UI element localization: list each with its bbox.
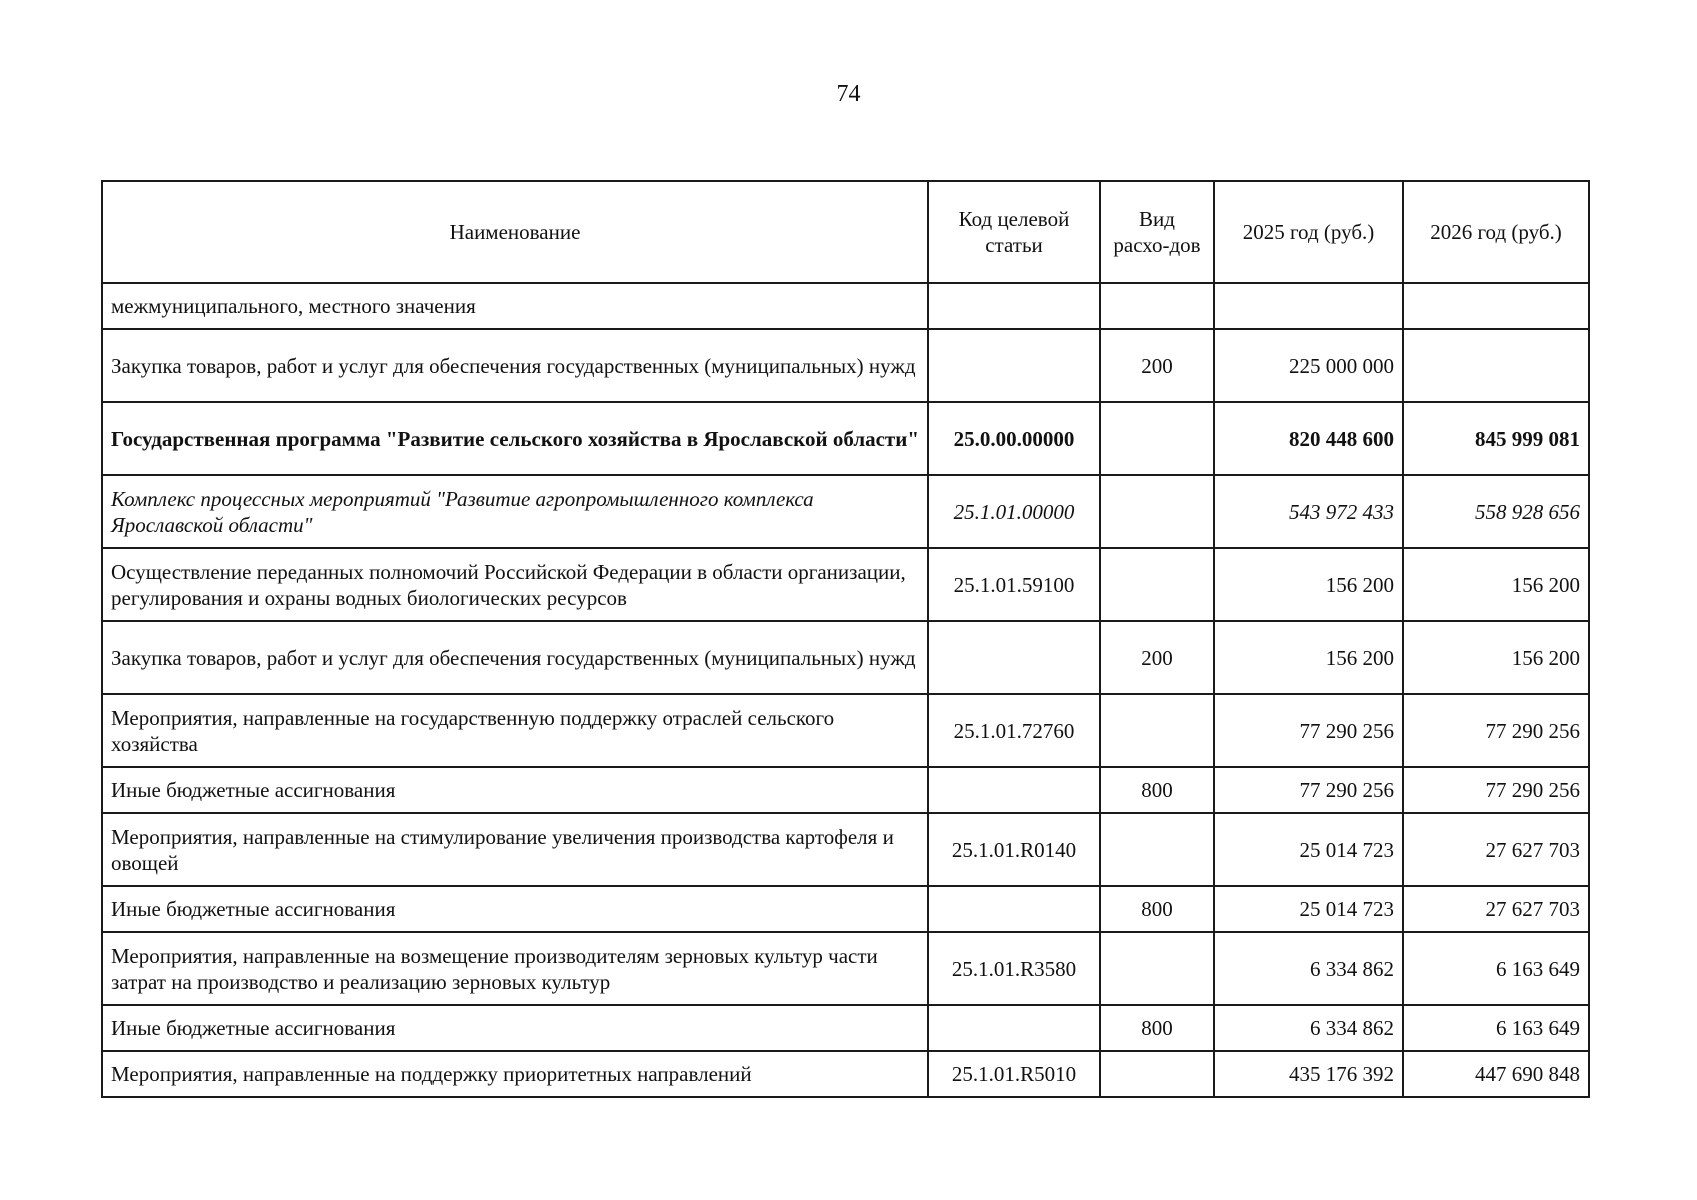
row-expense-type [1100, 694, 1214, 767]
row-amount-2025: 543 972 433 [1214, 475, 1403, 548]
row-amount-2026: 156 200 [1403, 548, 1589, 621]
row-code: 25.0.00.00000 [928, 402, 1100, 475]
table-header-row [102, 181, 1589, 283]
row-amount-2025: 25 014 723 [1214, 813, 1403, 886]
row-name: Мероприятия, направленные на стимулирование увеличения производства картофеля и овощей [102, 813, 928, 886]
row-amount-2025: 6 334 862 [1214, 932, 1403, 1005]
row-amount-2026: 27 627 703 [1403, 813, 1589, 886]
row-amount-2025: 225 000 000 [1214, 329, 1403, 402]
table-row [102, 1051, 1589, 1097]
header-name: Наименование [102, 181, 928, 283]
table-row [102, 475, 1589, 548]
table-row [102, 886, 1589, 932]
table-row [102, 767, 1589, 813]
row-amount-2025: 6 334 862 [1214, 1005, 1403, 1051]
row-expense-type: 200 [1100, 329, 1214, 402]
row-code: 25.1.01.R5010 [928, 1051, 1100, 1097]
row-name: Мероприятия, направленные на возмещение производителям зерновых культур части затрат на производство и реализацию зерновых культур [102, 932, 928, 1005]
row-amount-2026: 27 627 703 [1403, 886, 1589, 932]
row-amount-2026: 6 163 649 [1403, 1005, 1589, 1051]
table-row [102, 402, 1589, 475]
row-name: Мероприятия, направленные на государственную поддержку отраслей сельского хозяйства [102, 694, 928, 767]
row-amount-2025: 77 290 256 [1214, 767, 1403, 813]
row-name: межмуниципального, местного значения [102, 283, 928, 329]
row-amount-2025: 25 014 723 [1214, 886, 1403, 932]
budget-table [101, 180, 1590, 1098]
table-row [102, 621, 1589, 694]
row-code [928, 1005, 1100, 1051]
row-amount-2026: 447 690 848 [1403, 1051, 1589, 1097]
row-expense-type [1100, 548, 1214, 621]
row-expense-type [1100, 475, 1214, 548]
row-name: Государственная программа "Развитие сельского хозяйства в Ярославской области" [102, 402, 928, 475]
row-name: Комплекс процессных мероприятий "Развитие агропромышленного комплекса Ярославской области" [102, 475, 928, 548]
page-number: 74 [836, 81, 861, 107]
row-amount-2025: 435 176 392 [1214, 1051, 1403, 1097]
row-code [928, 886, 1100, 932]
row-amount-2025: 156 200 [1214, 621, 1403, 694]
row-code [928, 329, 1100, 402]
row-expense-type: 200 [1100, 621, 1214, 694]
row-amount-2026: 845 999 081 [1403, 402, 1589, 475]
row-code [928, 767, 1100, 813]
row-amount-2026: 6 163 649 [1403, 932, 1589, 1005]
row-code: 25.1.01.00000 [928, 475, 1100, 548]
row-code: 25.1.01.R0140 [928, 813, 1100, 886]
row-expense-type [1100, 932, 1214, 1005]
row-amount-2026: 558 928 656 [1403, 475, 1589, 548]
header-code: Код целевой статьи [928, 181, 1100, 283]
row-amount-2026: 77 290 256 [1403, 694, 1589, 767]
header-expense-type: Вид расхо-дов [1100, 181, 1214, 283]
row-amount-2026: 77 290 256 [1403, 767, 1589, 813]
table-row [102, 932, 1589, 1005]
row-code: 25.1.01.59100 [928, 548, 1100, 621]
row-expense-type [1100, 402, 1214, 475]
table-row [102, 283, 1589, 329]
row-amount-2026: 156 200 [1403, 621, 1589, 694]
row-name: Осуществление переданных полномочий Российской Федерации в области организации, регулирования и охраны водных биологических ресурсов [102, 548, 928, 621]
table-row [102, 329, 1589, 402]
table-row [102, 1005, 1589, 1051]
row-code [928, 283, 1100, 329]
row-amount-2026 [1403, 329, 1589, 402]
header-year-2026: 2026 год (руб.) [1403, 181, 1589, 283]
row-name: Мероприятия, направленные на поддержку приоритетных направлений [102, 1051, 928, 1097]
row-amount-2025: 820 448 600 [1214, 402, 1403, 475]
row-expense-type: 800 [1100, 886, 1214, 932]
table-row [102, 548, 1589, 621]
row-amount-2026 [1403, 283, 1589, 329]
row-amount-2025 [1214, 283, 1403, 329]
row-code [928, 621, 1100, 694]
header-year-2025: 2025 год (руб.) [1214, 181, 1403, 283]
row-expense-type [1100, 813, 1214, 886]
row-expense-type: 800 [1100, 767, 1214, 813]
table-row [102, 813, 1589, 886]
row-name: Закупка товаров, работ и услуг для обеспечения государственных (муниципальных) нужд [102, 329, 928, 402]
row-amount-2025: 77 290 256 [1214, 694, 1403, 767]
row-expense-type: 800 [1100, 1005, 1214, 1051]
row-name: Иные бюджетные ассигнования [102, 1005, 928, 1051]
row-amount-2025: 156 200 [1214, 548, 1403, 621]
row-name: Иные бюджетные ассигнования [102, 767, 928, 813]
table-row [102, 694, 1589, 767]
row-expense-type [1100, 1051, 1214, 1097]
row-name: Закупка товаров, работ и услуг для обеспечения государственных (муниципальных) нужд [102, 621, 928, 694]
row-code: 25.1.01.72760 [928, 694, 1100, 767]
row-expense-type [1100, 283, 1214, 329]
row-name: Иные бюджетные ассигнования [102, 886, 928, 932]
row-code: 25.1.01.R3580 [928, 932, 1100, 1005]
